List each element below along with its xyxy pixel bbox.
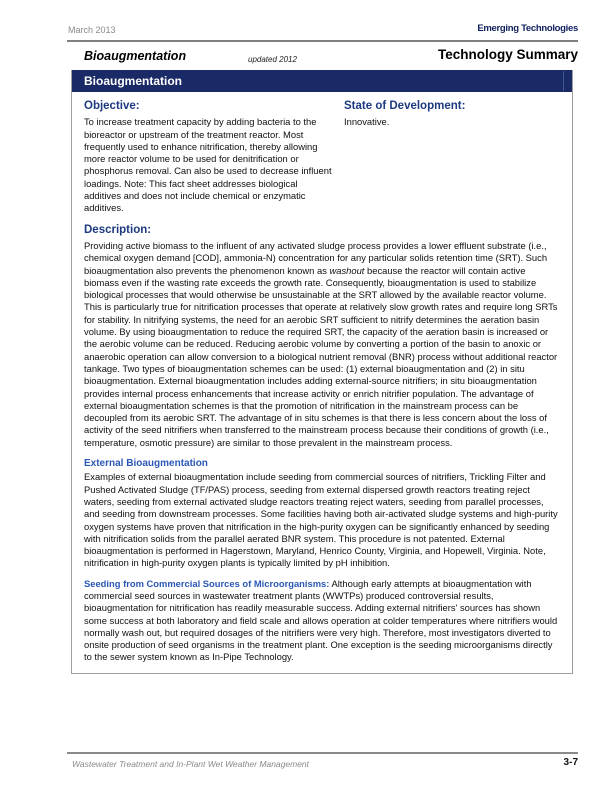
state-of-development-section xyxy=(344,100,560,215)
external-bioaugmentation-section xyxy=(84,458,560,570)
section-banner xyxy=(72,70,572,92)
description-italic-term: washout xyxy=(329,264,365,276)
external-bioaugmentation-heading: External Bioaugmentation xyxy=(84,458,208,470)
seeding-lead-label: Seeding from Commercial Sources of Microorganisms: xyxy=(84,577,330,589)
description-section xyxy=(84,224,560,449)
seeding-paragraph xyxy=(84,578,560,664)
objective-heading: Objective: xyxy=(84,100,140,112)
content-box xyxy=(71,70,573,674)
fact-sheet-title: Bioaugmentation xyxy=(84,49,187,63)
header-date: March 2013 xyxy=(68,25,116,35)
footer-document-title: Wastewater Treatment and In-Plant Wet Weather Management xyxy=(72,759,310,769)
header-brand: Emerging Technologies xyxy=(477,23,578,34)
updated-label: updated 2012 xyxy=(248,55,297,64)
banner-divider xyxy=(563,71,564,91)
external-bioaugmentation-text: Examples of external bioaugmentation include seeding from commercial sources of nitrifiers, Trickling Filter and Pushed Activated Sludge (TF/PAS) process, seeding from external dispersed growth reactors treating reject waters, seeding from external activated sludge reactors treating reject waters, seeding from parallel processes, and seeding from downstream processes. Some facilities having both air-activated sludge systems and high-purity oxygen systems have proven that nitrification in the high-purity oxygen can be significantly enhanced by seeding with nitrification solids from the parallel aerated BNR system. This procedure is not patented. External bioaugmentation is performed in Hagerstown, Maryland, Henrico County, Virginia, and Hopewell, Virginia. Note, nitrification in high-purity oxygen plants is typically limited by pH inhibition. xyxy=(84,471,558,569)
content-body xyxy=(72,92,572,664)
description-text-part2: because the reactor will contain active biomass even if the wasting rate exceeds the growth rate. Consequently, bioaugmentation is used to stabilize biological processes that would otherwise be unsustainable at the SRT allowed by the available reactor volume. This is particularly true for nitrification processes that operate at relatively slow growth rates and require long SRTs for stability. In nitrifying systems, the need for an aerobic SRT sufficient to nitrify determines the aeration basin volume. By using bioaugmentation to reduce the required SRT, the capacity of the aeration basin is increased or the aerobic volume can be reduced. Reducing aerobic volume by converting a portion of the basin to anoxic or anaerobic operation can allow conversion to a biological nutrient removal (BNR) process without additional reactor tankage. Two types of bioaugmentation schemes can be used: (1) external bioaugmentation and (2) in situ bioaugmentation. External bioaugmentation includes adding external-source nitrifiers; in situ bioaugmentation provides internal process enhancements that increase activity or enrich nitrifier population. The advantage of external bioaugmentation schemes is that the promotion of nitrification in the mainstream process can be decoupled from its aerobic SRT. The advantage of in situ schemes is that there is less concern about the loss of activity of the seed nitrifiers when transferred to the mainstream process because their conditions of growth (i.e., temperature, osmotic pressure) are similar to those prevalent in the mainstream process. xyxy=(84,264,558,448)
doc-type-label: Technology Summary xyxy=(437,47,578,62)
header-rule xyxy=(67,40,578,42)
footer-rule xyxy=(67,752,578,754)
description-text-part1: Providing active biomass to the influent of any activated sludge process provides a lower effluent substrate (i.e., chemical oxygen demand [COD], ammonia-N) concentration for any particular solids retention time (SRT). Such bioaugmentation also prevents the phenomenon known as xyxy=(84,239,548,276)
description-heading: Description: xyxy=(84,223,152,236)
state-of-development-text: Innovative. xyxy=(344,116,390,128)
description-text xyxy=(84,240,560,449)
banner-title: Bioaugmentation xyxy=(84,74,182,88)
objective-section xyxy=(84,100,334,215)
seeding-text: Although early attempts at bioaugmentation with commercial seed sources in wastewater treatment plants (WWTPs) produced controversial results, bioaugmentation for nitrification has readily measurable success. Adding external nitrifiers' sources has shown some success at both laboratory and field scale and allows operation at colder temperatures where nitrifiers would normally wash out, but required dosages of the nitrifiers were very high. Therefore, most investigators diverted to onsite production of seed organisms in the treatment plant. One exception is the seeding microorganisms directly to the sewer system known as In-Pipe Technology. xyxy=(84,577,558,663)
state-of-development-heading: State of Development: xyxy=(344,100,466,112)
objective-text: To increase treatment capacity by adding bacteria to the bioreactor or upstream of the treatment reactor. Most frequently used to enhance nitrification, thereby allowing more reactor volume to be used for denitrification or phosphorus removal. Can also be used to decrease influent loadings. Note: This fact sheet addresses biological additives and does not include chemical or enzymatic additives. xyxy=(84,116,332,214)
objective-row xyxy=(84,100,560,215)
footer-page-number: 3-7 xyxy=(563,757,578,768)
